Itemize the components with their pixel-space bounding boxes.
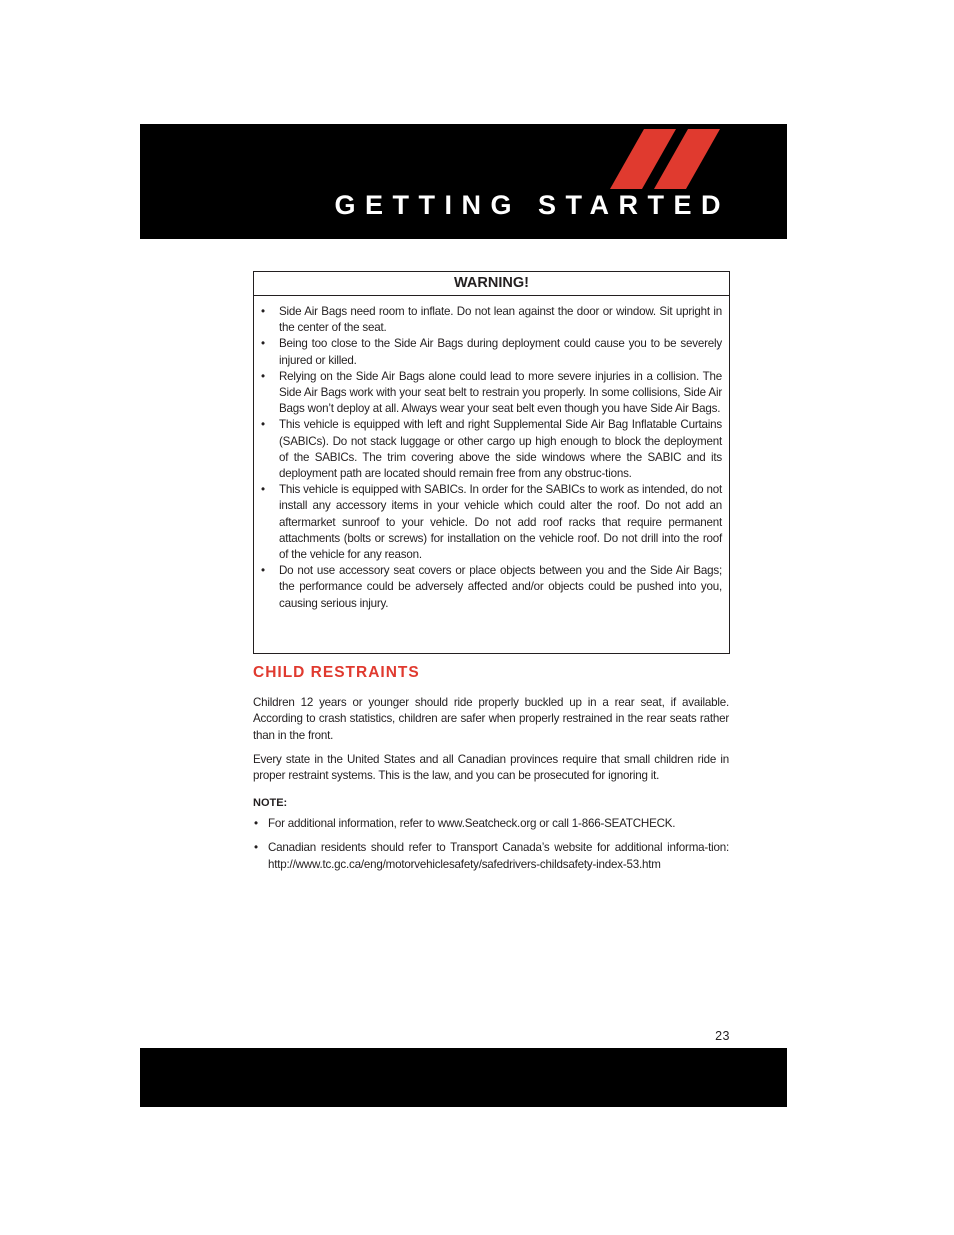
warning-item: • Being too close to the Side Air Bags during deployment could cause you to be severely injured or killed. (279, 336, 722, 368)
chapter-title: GETTING STARTED (334, 190, 730, 220)
warning-item: • Do not use accessory seat covers or place objects between you and the Side Air Bags; the performance could be adversely affected and/or objects could be pushed into you, causing serious injury. (279, 563, 722, 612)
warning-list (254, 296, 729, 612)
warning-item: • This vehicle is equipped with SABICs. In order for the SABICs to work as intended, do not install any accessory items in your vehicle which could alter the roof. Do not add an aftermarket sunroof to your vehicle. Do not add roof racks that require permanent attachments (bolts or screws) for installation on the vehicle roof. Do not drill into the roof of the vehicle for any reason. (279, 482, 722, 563)
body-paragraph: Every state in the United States and all Canadian provinces require that small children ride in proper restraint systems. This is the law, and you can be prosecuted for ignoring it. (253, 753, 729, 783)
warning-box (253, 271, 730, 654)
note-item: • For additional information, refer to www.Seatcheck.org or call 1-866-SEATCHECK. (253, 816, 729, 832)
warning-item: • Relying on the Side Air Bags alone could lead to more severe injuries in a collision. The Side Air Bags work with your seat belt to restrain you properly. In some collisions, Side Air Bags won’t deploy at all. Always wear your seat belt even though you have Side Air Bags. (279, 369, 722, 418)
double-racing-stripes-icon (610, 129, 720, 189)
warning-item: • Side Air Bags need room to inflate. Do not lean against the door or window. Sit upright in the center of the seat. (279, 304, 722, 336)
section-title: CHILD RESTRAINTS (253, 664, 420, 681)
warning-heading: WARNING! (254, 272, 729, 296)
body-paragraph: Children 12 years or younger should ride properly buckled up in a rear seat, if available. According to crash statistics, children are safer when properly restrained in the rear seats rather than in the front. (253, 696, 729, 742)
page-number: 23 (715, 1029, 730, 1043)
page-header-band (140, 124, 787, 239)
warning-item: • This vehicle is equipped with left and right Supplemental Side Air Bag Inflatable Curtains (SABICs). Do not stack luggage or other cargo up high enough to block the deployment of the SABICs. The trim covering above the side windows where the SABIC and its deployment path are located should remain free from any obstruc-tions. (279, 417, 722, 482)
note-item: • Canadian residents should refer to Transport Canada’s website for additional informa-tion: http://www.tc.gc.ca/eng/motorvehiclesafety/safedrivers-childsafety-index-53.htm (253, 840, 729, 873)
note-label: NOTE: (253, 797, 288, 809)
page-footer-band (140, 1048, 787, 1107)
note-list (253, 816, 729, 881)
